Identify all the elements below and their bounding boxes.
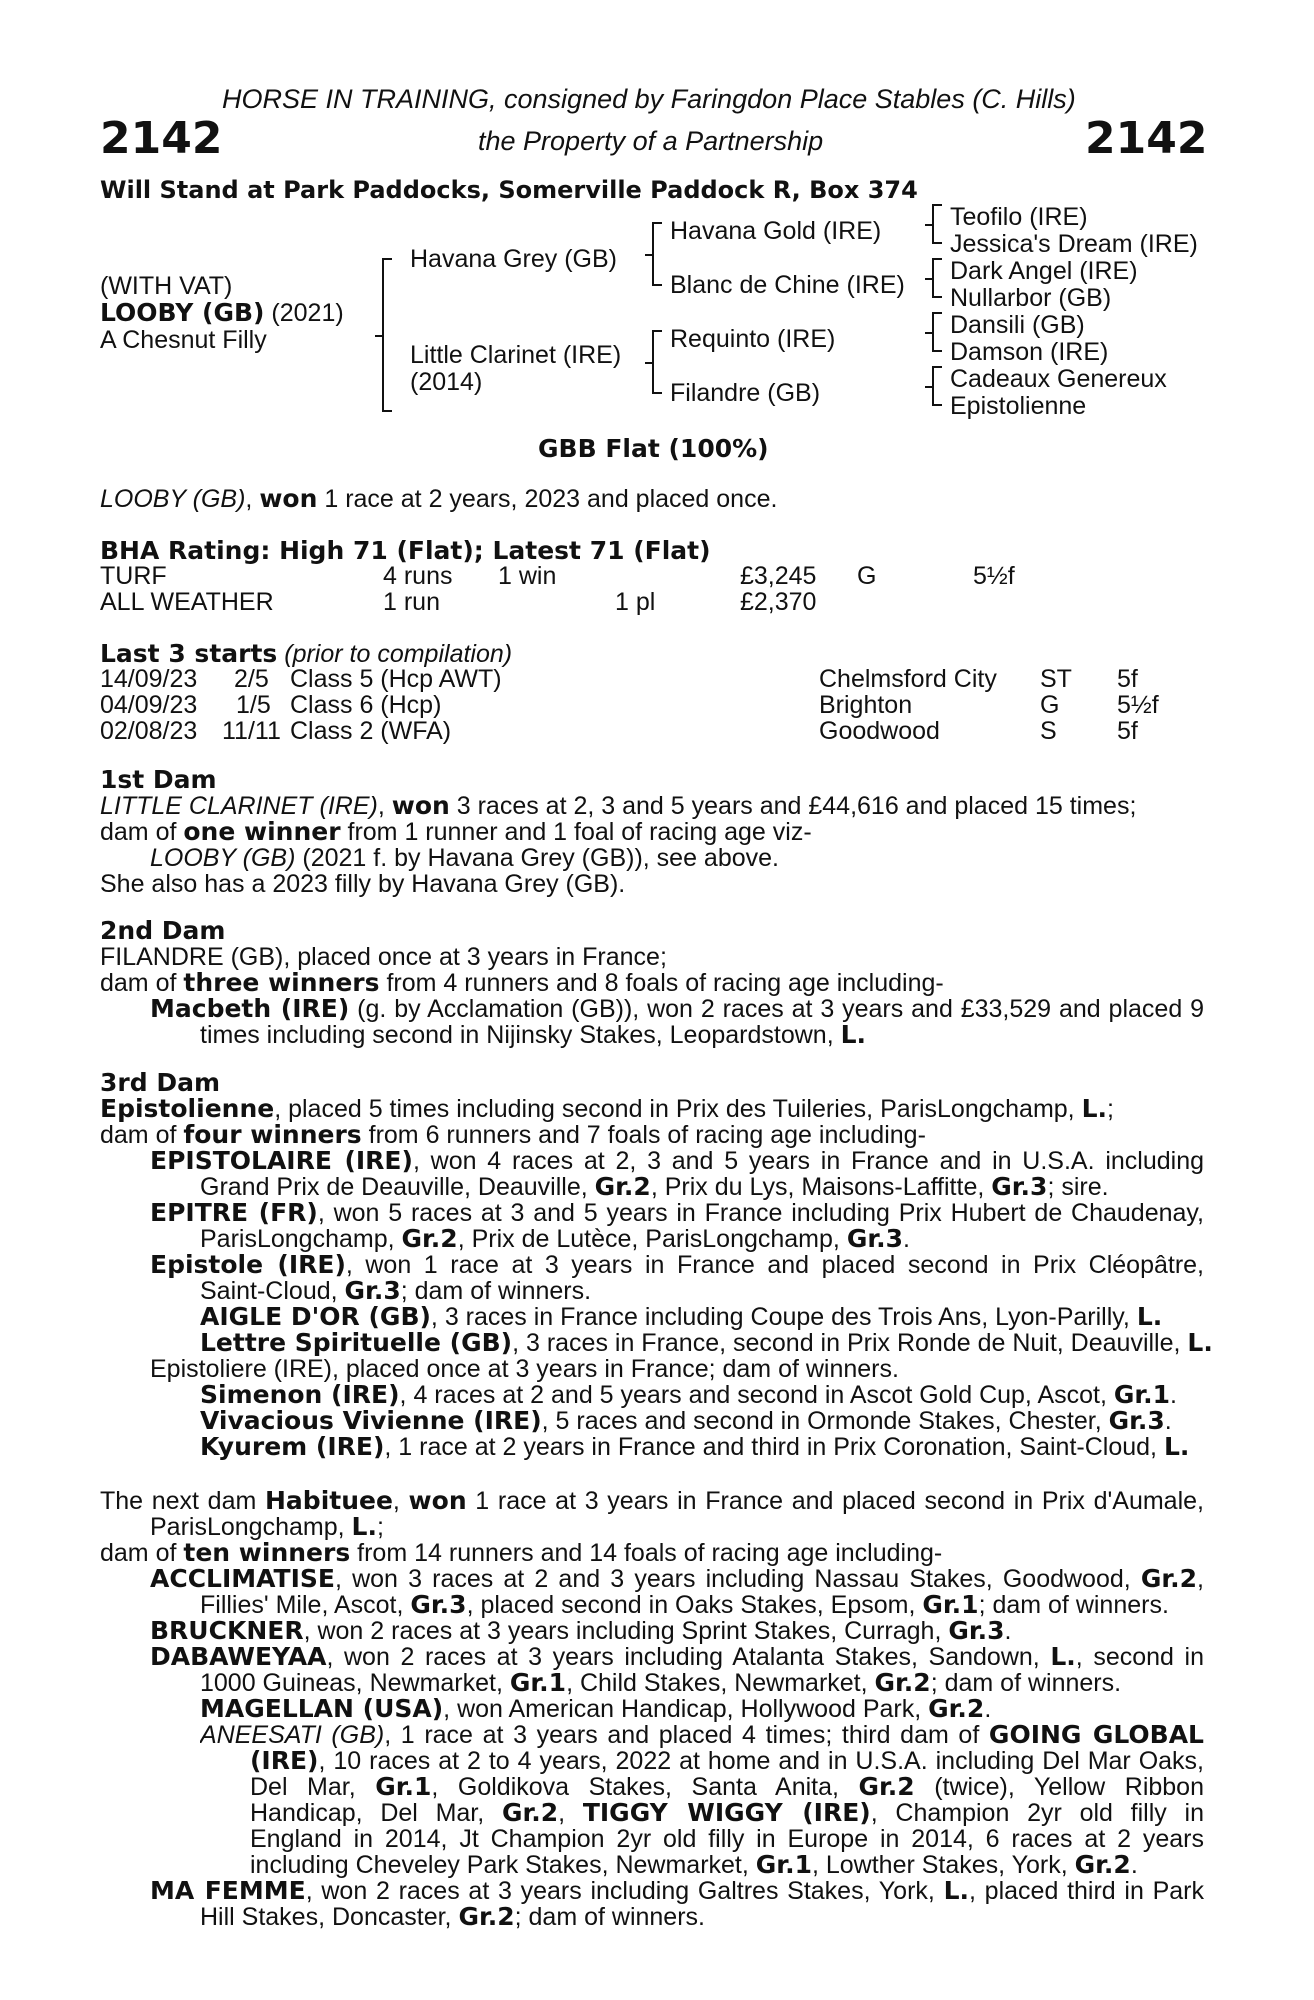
text: ; dam of winners. [978,1591,1169,1619]
grade: Gr.2 [928,1694,985,1723]
text: . [984,1695,992,1723]
dam3-line [150,1200,1204,1226]
sire-dam: Blanc de Chine (IRE) [670,271,905,299]
first-dam-section [100,767,1204,897]
grade: Gr.3 [846,1224,903,1253]
horse-description: A Chesnut Filly [100,326,267,354]
text: from 6 runners and 7 foals of racing age including- [361,1121,926,1149]
next-line [200,1670,1204,1696]
grade: Gr.1 [922,1590,979,1619]
produce-name: Macbeth (IRE) [150,996,350,1022]
grade: Gr.2 [458,1902,515,1931]
text: , placed third in Park [969,1878,1204,1904]
dam2-line [150,996,1204,1022]
brace-dd [932,366,942,406]
grade: Gr.3 [344,1276,401,1305]
sire-sire: Havana Gold (IRE) [670,217,882,245]
text: from 1 runner and 1 foal of racing age viz- [340,818,812,846]
grade: L. [1050,1644,1076,1670]
text: , [392,1488,409,1514]
summary-sep: , [245,485,260,513]
text: from 14 runners and 14 foals of racing age including- [350,1539,943,1567]
text: , second in [1075,1644,1204,1670]
dam2-line: FILANDRE (GB), placed once at 3 years in France; [100,943,667,971]
next-line [250,1774,1204,1800]
produce-name: MAGELLAN (USA) [200,1694,444,1723]
produce-name: Vivacious Vivienne (IRE) [200,1406,542,1435]
last-starts-note: (prior to compilation) [277,640,513,668]
text: , won 1 race at 3 years in France and placed second in Prix Cléopâtre, [345,1252,1204,1278]
brace-ds [932,312,942,352]
won: won [408,1488,467,1514]
produce-name: Epistole (IRE) [150,1252,346,1278]
text: dam of [100,1539,184,1567]
text: dam of [100,818,184,846]
text: Handicap, Del Mar, [250,1800,502,1826]
dam1-line: She also has a 2023 filly by Havana Grey (GB). [100,870,626,898]
start-course: Brighton [819,691,913,719]
aw-prize: £2,370 [740,588,817,616]
turf-surface: TURF [100,562,167,590]
section-title: 2nd Dam [100,916,226,945]
dam-name: Habituee [265,1488,393,1514]
brace-sire [652,222,662,286]
text: ; dam of winners. [930,1669,1122,1697]
last-starts-title [100,641,512,667]
second-dam-section [100,918,1204,1048]
text: . [1004,1617,1012,1645]
winners: three winners [183,968,380,997]
start-date: 02/08/23 [100,717,198,745]
brace-dam [652,330,662,394]
produce-name: (IRE) [250,1748,319,1774]
consignor-line: HORSE IN TRAINING, consigned by Faringdon Place Stables (C. Hills) [222,84,1076,114]
brace-sd [932,258,942,298]
text: , Champion 2yr old filly in [870,1800,1204,1826]
lot-number-left: 2142 [100,113,223,164]
produce-name: ACCLIMATISE [150,1566,335,1592]
grade: Gr.3 [991,1172,1048,1201]
produce-name: LOOBY (GB) [150,844,296,872]
text: Del Mar, [250,1774,376,1800]
next-line [150,1514,1204,1540]
produce-name: AIGLE D'OR (GB) [200,1302,431,1331]
text: , 1 race at 2 years in France and third in Prix Coronation, Saint-Cloud, [384,1433,1164,1461]
text: . [1130,1851,1138,1879]
turf-going: G [857,562,877,590]
text: , 3 races in France including Coupe des Trois Ans, Lyon-Parilly, [430,1303,1137,1331]
text: (twice), Yellow Ribbon [914,1774,1204,1800]
start-date: 14/09/23 [100,665,198,693]
text: dam of [100,969,184,997]
text: , won 4 races at 2, 3 and 5 years in France and in U.S.A. including [412,1148,1204,1174]
grade: Gr.1 [755,1850,812,1879]
dam-name: LITTLE CLARINET (IRE) [100,792,378,820]
dam3-line [150,1252,1204,1278]
next-line [250,1748,1204,1774]
dam3-line [150,1148,1204,1174]
produce-name: BRUCKNER [150,1616,304,1645]
text: Fillies' Mile, Ascot, [200,1591,411,1619]
next-line [150,1566,1204,1592]
start-going: S [1040,717,1057,745]
ssd: Jessica's Dream (IRE) [950,230,1198,258]
aw-surface: ALL WEATHER [100,588,274,616]
start-pos: 1/5 [236,691,271,719]
text: , 10 races at 2 to 4 years, 2022 at home and in U.S.A. including Del Mar Oaks, [318,1748,1204,1774]
dam3-line [200,1328,1213,1357]
text: , won 3 races at 2 and 3 years including Nassau Stakes, Goodwood, [335,1566,1141,1592]
turf-distance: 5½f [973,562,1015,590]
start-dist: 5½f [1117,691,1159,719]
produce-name: Kyurem (IRE) [200,1432,385,1461]
next-line [150,1644,1204,1670]
start-pos: 2/5 [234,665,269,693]
text: ; sire. [1047,1173,1109,1201]
summary-rest: 1 race at 2 years, 2023 and placed once. [317,485,778,513]
start-dist: 5f [1117,717,1138,745]
next-line [150,1878,1204,1904]
text: ; [1107,1095,1114,1123]
grade: Gr.1 [1113,1380,1171,1409]
produce-name: Lettre Spirituelle (GB) [200,1328,513,1357]
grade: Gr.2 [874,1668,931,1697]
text: , Prix de Lutèce, ParisLongchamp, [457,1225,847,1253]
brace-gen1 [382,258,392,412]
grade: Gr.2 [858,1774,915,1800]
text: (2021 f. by Havana Grey (GB)), see above. [295,844,779,872]
dam3-line [100,1122,1204,1148]
text: , 1 race at 3 years and placed 4 times; third dam of [384,1722,989,1748]
text: , won 2 races at 3 years including Sprint Stakes, Curragh, [303,1617,949,1645]
text: Saint-Cloud, [200,1277,345,1305]
gbb-rating: GBB Flat (100%) [538,434,769,463]
produce-name: EPISTOLAIRE (IRE) [150,1148,413,1174]
sds: Dark Angel (IRE) [950,257,1138,285]
dam-name: Epistolienne [100,1094,275,1123]
dam3-line [200,1174,1204,1200]
next-line [100,1540,1204,1566]
produce-name: TIGGY WIGGY (IRE) [582,1800,871,1826]
third-dam-section [100,1068,1213,1461]
turf-runs: 4 runs [383,562,453,590]
text: 1 race at 3 years in France and placed second in Prix d'Aumale, [466,1488,1204,1514]
section-title: 1st Dam [100,765,217,794]
dsd: Damson (IRE) [950,338,1109,366]
grade: L. [943,1878,970,1904]
grade: L. [1136,1302,1163,1331]
dam3-line [200,1226,1204,1252]
next-line [200,1904,1204,1930]
text: , 5 races and second in Ormonde Stakes, Chester, [541,1407,1109,1435]
start-pos: 11/11 [222,717,281,745]
horse-name: LOOBY (GB) [100,298,265,327]
next-line: England in 2014, Jt Champion 2yr old filly in Europe in 2014, 6 races at 2 years [250,1826,1204,1852]
grade: L. [1187,1328,1213,1357]
dam1-line [150,845,1204,871]
next-line [200,1696,1204,1722]
dam3-line [200,1278,1204,1304]
text: times including second in Nijinsky Stakes, Leopardstown, [200,1021,841,1049]
bha-rating-title: BHA Rating: High 71 (Flat); Latest 71 (Flat) [100,536,711,565]
text: 3 races at 2, 3 and 5 years and £44,616 and placed 15 times; [449,792,1137,820]
dam2-line [100,970,1204,996]
text: ParisLongchamp, [150,1513,352,1541]
dam2-line [200,1022,1204,1048]
text: , [377,792,392,820]
text: , 3 races in France, second in Prix Ronde de Nuit, Deauville, [512,1329,1188,1357]
dam3-line [200,1434,1204,1460]
text: , won American Handicap, Hollywood Park, [443,1695,929,1723]
next-line [250,1800,1204,1826]
grade: Gr.2 [501,1800,559,1826]
grade: Gr.2 [1074,1850,1131,1879]
property-line: the Property of a Partnership [478,126,824,156]
text: , Goldikova Stakes, Santa Anita, [431,1774,859,1800]
text: 1000 Guineas, Newmarket, [200,1669,510,1697]
text: Hill Stakes, Doncaster, [200,1903,459,1931]
text: (g. by Acclamation (GB)), won 2 races at 3 years and £33,529 and placed 9 [349,996,1204,1022]
text: , Child Stakes, Newmarket, [566,1669,875,1697]
grade: Gr.2 [594,1172,651,1201]
grade: L. [840,1020,867,1049]
winners: ten winners [183,1538,351,1567]
summary-won: won [259,484,318,513]
start-course: Chelmsford City [819,665,997,693]
aw-runs: 1 run [383,588,440,616]
start-going: ST [1040,665,1072,693]
text: The next dam [100,1488,265,1514]
produce-name: MA FEMME [150,1878,306,1904]
text: ParisLongchamp, [200,1225,402,1253]
dam3-line [200,1304,1204,1330]
aw-places: 1 pl [615,588,656,616]
grade: L. [1163,1432,1190,1461]
turf-wins: 1 win [498,562,557,590]
start-race: Class 2 (WFA) [290,717,452,745]
text: , won 5 races at 3 and 5 years in France including Prix Hubert de Chaudenay, [317,1200,1204,1226]
text: , 4 races at 2 and 5 years and second in Ascot Gold Cup, Ascot, [399,1381,1114,1409]
won: won [391,791,450,820]
text: . [1170,1381,1177,1409]
horse-id [100,300,344,326]
text: , Lowther Stakes, York, [811,1851,1075,1879]
start-date: 04/09/23 [100,691,198,719]
section-title: 3rd Dam [100,1068,220,1097]
grade: Gr.1 [375,1774,432,1800]
produce-name: ANEESATI (GB) [200,1722,385,1748]
start-race: Class 5 (Hcp AWT) [290,665,502,693]
race-summary [100,486,777,512]
summary-name: LOOBY (GB) [100,485,246,513]
text: including Cheveley Park Stakes, Newmarket, [250,1851,756,1879]
text: . [903,1225,910,1253]
grade: Gr.3 [1108,1406,1165,1435]
start-course: Goodwood [819,717,940,745]
winners: four winners [183,1120,362,1149]
ddd: Epistolienne [950,392,1087,420]
grade: Gr.3 [948,1616,1005,1645]
dam3-line [100,1096,1204,1122]
dam: Little Clarinet (IRE) [410,341,622,369]
text: ; [376,1513,384,1541]
dds: Cadeaux Genereux [950,365,1167,393]
sire: Havana Grey (GB) [410,245,618,273]
produce-name: DABAWEYAA [150,1644,327,1670]
grade: Gr.2 [1140,1566,1198,1592]
dam1-line [100,819,1204,845]
dam3-line [200,1408,1204,1434]
last-starts-label: Last 3 starts [100,639,278,668]
text: Grand Prix de Deauville, Deauville, [200,1173,595,1201]
dam1-line [100,793,1204,819]
next-dam-section [100,1488,1204,1930]
grade: L. [351,1512,377,1541]
dam-sire: Requinto (IRE) [670,325,836,353]
dam-year: (2014) [410,368,483,396]
sss: Teofilo (IRE) [950,203,1088,231]
text: , placed 5 times including second in Prix des Tuileries, ParisLongchamp, [274,1095,1082,1123]
vat-note: (WITH VAT) [100,272,233,300]
sdd: Nullarbor (GB) [950,284,1112,312]
text: ; dam of winners. [400,1277,592,1305]
stand-location: Will Stand at Park Paddocks, Somerville Paddock R, Box 374 [100,176,918,204]
next-line [200,1592,1204,1618]
grade: Gr.3 [410,1590,467,1619]
next-line [200,1722,1204,1748]
produce-name: EPITRE (FR) [150,1200,318,1226]
text: , placed second in Oaks Stakes, Epsom, [466,1591,923,1619]
produce-name: GOING GLOBAL [988,1722,1204,1748]
next-line [250,1852,1204,1878]
start-dist: 5f [1117,665,1138,693]
horse-year: (2021) [264,299,344,327]
dss: Dansili (GB) [950,311,1085,339]
grade: L. [1081,1094,1108,1123]
grade: Gr.2 [401,1224,458,1253]
next-line [150,1618,1204,1644]
start-going: G [1040,691,1060,719]
dam3-line [200,1382,1204,1408]
text: . [1164,1407,1172,1435]
produce-name: Simenon (IRE) [200,1380,400,1409]
text: , [558,1800,583,1826]
text: , won 2 races at 3 years including Galtres Stakes, York, [305,1878,944,1904]
text: from 4 runners and 8 foals of racing age including- [379,969,944,997]
start-race: Class 6 (Hcp) [290,691,442,719]
next-line [100,1488,1204,1514]
text: , [1197,1566,1204,1592]
text: , Prix du Lys, Maisons-Laffitte, [650,1173,992,1201]
text: ; dam of winners. [514,1903,705,1931]
dam-dam: Filandre (GB) [670,379,821,407]
dam3-line: Epistoliere (IRE), placed once at 3 years in France; dam of winners. [150,1355,899,1383]
lot-number-right: 2142 [1085,113,1208,164]
grade: Gr.1 [509,1668,567,1697]
turf-prize: £3,245 [740,562,817,590]
brace-ss [932,204,942,244]
text: , won 2 races at 3 years including Atalanta Stakes, Sandown, [326,1644,1051,1670]
winners: one winner [183,817,341,846]
text: dam of [100,1121,184,1149]
